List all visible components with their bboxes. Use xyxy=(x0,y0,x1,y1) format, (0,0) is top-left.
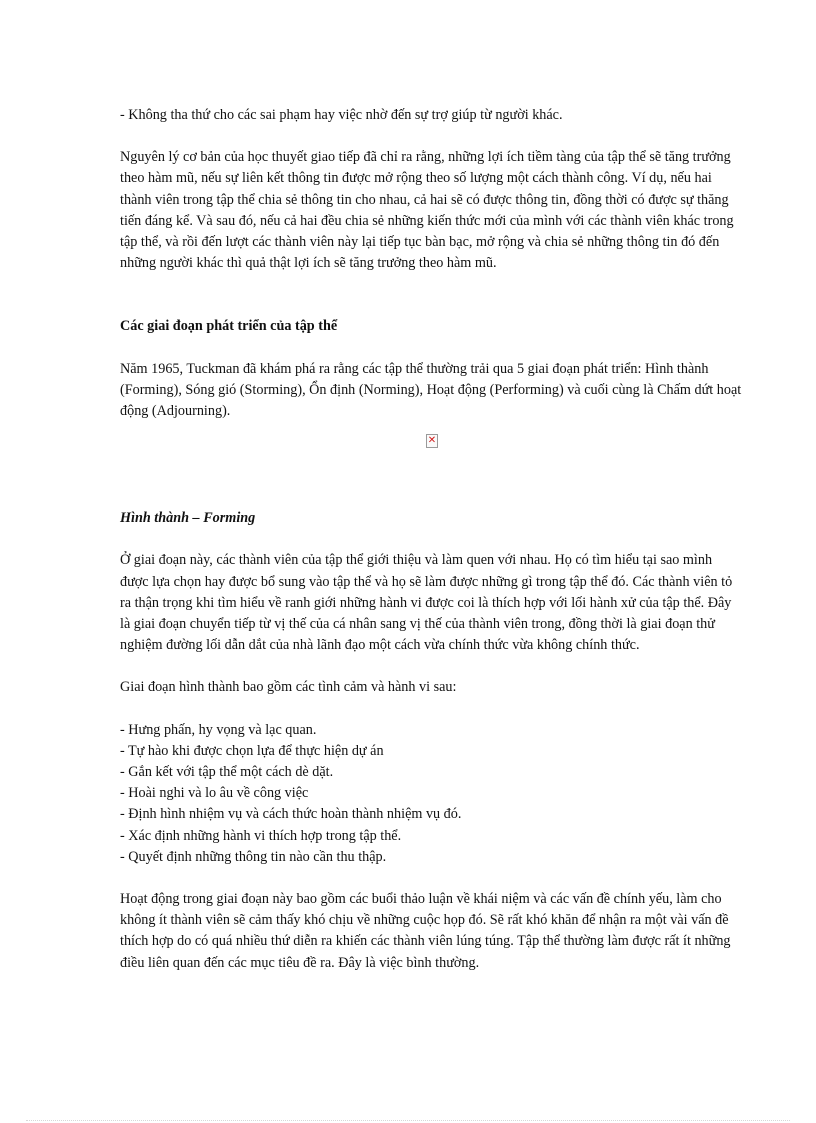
activity-paragraph: Hoạt động trong giai đoạn này bao gồm các buổi thảo luận về khái niệm và các vấn đề chính yếu, làm cho không ít thành viên sẽ cảm thấy khó chịu về những cuộc họp đó. Sẽ rất khó khăn để nhận ra một vài vấn đề thích hợp do có quá nhiều thứ diễn ra khiến các thành viên lúng túng. Tập thể thường làm được rất ít những điều liên quan đến các mục tiêu đề ra. Đây là việc bình thường. xyxy=(120,891,731,971)
list-intro: Giai đoạn hình thành bao gồm các tình cảm và hành vi sau: xyxy=(120,679,457,696)
list-item: - Hoài nghi và lo âu về công việc xyxy=(120,785,309,802)
principle-paragraph: Nguyên lý cơ bản của học thuyết giao tiếp đã chỉ ra rằng, những lợi ích tiềm tàng của tập thể sẽ tăng trưởng theo hàm mũ, nếu sự liên kết thông tin được mở rộng theo số lượng một cách thành công. Ví dụ, nếu hai thành viên trong tập thể chia sẻ thông tin cho nhau, cả hai sẽ có được thông tin, đồng thời có được sự thăng tiến đáng kể. Và sau đó, nếu cả hai đều chia sẻ những kiến thức mới của mình với các thành viên khác trong tập thể, và rồi đến lượt các thành viên này lại tiếp tục bàn bạc, mở rộng và chia sẻ những thông tin đó đến những người khác thì quả thật lợi ích sẽ tăng trưởng theo hàm mũ. xyxy=(120,149,734,272)
list-item: - Hưng phấn, hy vọng và lạc quan. xyxy=(120,721,317,738)
broken-image-icon: ✕ xyxy=(427,435,437,447)
list-item: - Xác định những hành vi thích hợp trong tập thể. xyxy=(120,827,402,844)
list-item: - Gắn kết với tập thể một cách dè dặt. xyxy=(120,764,334,781)
list-item: - Tự hào khi được chọn lựa để thực hiện dự án xyxy=(120,742,384,759)
document-page xyxy=(120,105,744,974)
tuckman-paragraph: Năm 1965, Tuckman đã khám phá ra rằng các tập thể thường trải qua 5 giai đoạn phát triển: Hình thành (Forming), Sóng gió (Storming), Ổn định (Norming), Hoạt động (Performing) và cuối cùng là Chấm dứt hoạt động (Adjourning). xyxy=(120,360,742,420)
forming-paragraph: Ở giai đoạn này, các thành viên của tập thể giới thiệu và làm quen với nhau. Họ có tìm hiểu tại sao mình được lựa chọn hay được bổ sung vào tập thể và họ sẽ làm được những gì trong tập thể đó. Các thành viên tỏ ra thận trọng khi tìm hiểu về ranh giới những hành vi được coi là thích hợp với lối hành xử của tập thể. Đây là giai đoạn chuyển tiếp từ vị thế của cá nhân sang vị thế của thành viên trong, đồng thời là giai đoạn thử nghiệm đường lối dẫn dắt của nhà lãnh đạo một cách vừa chính thức vừa không chính thức. xyxy=(120,552,733,654)
behavior-list xyxy=(120,720,744,868)
page-footer-rule xyxy=(26,1120,790,1121)
list-item: - Định hình nhiệm vụ và cách thức hoàn thành nhiệm vụ đó. xyxy=(120,806,462,823)
figure-placeholder xyxy=(120,422,744,466)
intro-line: - Không tha thứ cho các sai phạm hay việc nhờ đến sự trợ giúp từ người khác. xyxy=(120,107,563,123)
section-heading: Các giai đoạn phát triển của tập thể xyxy=(120,318,338,335)
list-item: - Quyết định những thông tin nào cần thu thập. xyxy=(120,848,387,865)
forming-heading: Hình thành – Forming xyxy=(120,510,256,527)
